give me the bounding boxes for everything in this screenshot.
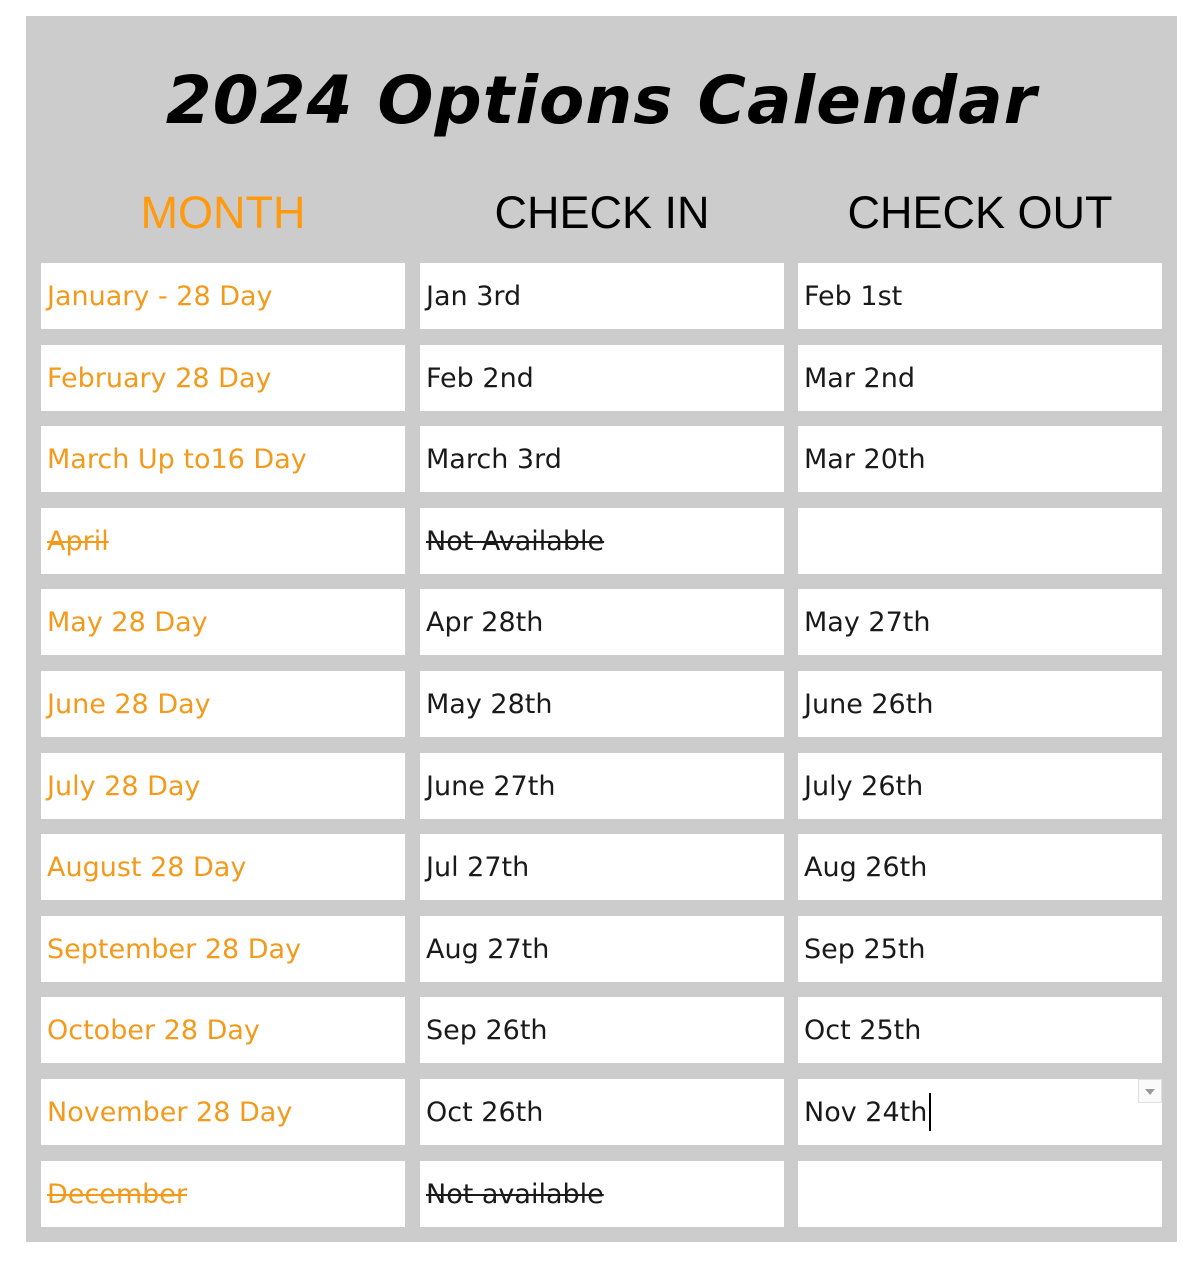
calendar-sheet: [26, 16, 1177, 1242]
month-cell[interactable]: [41, 263, 405, 329]
month-cell-text: March Up to16 Day: [47, 444, 307, 475]
table-row: [41, 426, 1162, 492]
check-out-cell[interactable]: [798, 345, 1162, 411]
month-cell-text: January - 28 Day: [47, 281, 273, 312]
check-in-cell[interactable]: [420, 508, 784, 574]
check-in-cell-text: Oct 26th: [426, 1097, 544, 1128]
text-cursor: [929, 1093, 931, 1131]
check-in-cell[interactable]: [420, 1079, 784, 1145]
check-out-cell[interactable]: [798, 671, 1162, 737]
table-row: [41, 1161, 1162, 1227]
table-row: [41, 1079, 1162, 1145]
table-row: [41, 834, 1162, 900]
month-cell[interactable]: [41, 1079, 405, 1145]
check-in-cell-text: Jan 3rd: [426, 281, 522, 312]
check-in-cell[interactable]: [420, 997, 784, 1063]
check-out-cell[interactable]: [798, 834, 1162, 900]
month-cell-text: April: [47, 526, 109, 557]
table-row: [41, 671, 1162, 737]
month-cell[interactable]: [41, 916, 405, 982]
check-in-cell[interactable]: [420, 345, 784, 411]
month-cell[interactable]: [41, 508, 405, 574]
check-in-cell-text: Not available: [426, 1179, 604, 1210]
check-out-cell[interactable]: [798, 997, 1162, 1063]
check-in-cell[interactable]: [420, 1161, 784, 1227]
check-out-cell-text: Aug 26th: [804, 852, 928, 883]
month-cell-text: May 28 Day: [47, 607, 208, 638]
check-out-cell-text: May 27th: [804, 607, 931, 638]
table-row: [41, 916, 1162, 982]
header-check-in: CHECK IN: [494, 187, 710, 238]
table-row: [41, 753, 1162, 819]
check-in-cell[interactable]: [420, 263, 784, 329]
month-cell[interactable]: [41, 834, 405, 900]
check-in-cell[interactable]: [420, 753, 784, 819]
month-cell[interactable]: [41, 997, 405, 1063]
page-title: 2024 Options Calendar: [165, 62, 1038, 139]
month-cell-text: August 28 Day: [47, 852, 247, 883]
month-cell-text: October 28 Day: [47, 1015, 260, 1046]
table-row: [41, 263, 1162, 329]
check-out-cell[interactable]: [798, 1161, 1162, 1227]
table-row: [41, 997, 1162, 1063]
check-in-cell[interactable]: [420, 426, 784, 492]
month-cell[interactable]: [41, 1161, 405, 1227]
check-out-cell-text: June 26th: [804, 689, 934, 720]
check-in-cell-text: Apr 28th: [426, 607, 544, 638]
check-in-cell[interactable]: [420, 589, 784, 655]
check-in-cell-text: Feb 2nd: [426, 363, 534, 394]
table-row: [41, 508, 1162, 574]
check-in-cell-text: Aug 27th: [426, 934, 550, 965]
month-cell[interactable]: [41, 345, 405, 411]
month-cell-text: July 28 Day: [47, 771, 201, 802]
table-row: [41, 589, 1162, 655]
check-in-cell-text: May 28th: [426, 689, 553, 720]
check-out-cell-text: Nov 24th: [804, 1097, 928, 1128]
check-out-cell[interactable]: [798, 589, 1162, 655]
check-in-cell[interactable]: [420, 834, 784, 900]
month-cell[interactable]: [41, 589, 405, 655]
month-cell-text: December: [47, 1179, 188, 1210]
dropdown-arrow-icon[interactable]: [1138, 1079, 1162, 1103]
check-out-cell[interactable]: [798, 753, 1162, 819]
check-out-cell[interactable]: [798, 263, 1162, 329]
check-out-cell[interactable]: [798, 508, 1162, 574]
header-check-out: CHECK OUT: [847, 187, 1113, 238]
month-cell[interactable]: [41, 753, 405, 819]
month-cell-text: February 28 Day: [47, 363, 272, 394]
month-cell[interactable]: [41, 426, 405, 492]
check-in-cell-text: Jul 27th: [426, 852, 530, 883]
table-row: [41, 345, 1162, 411]
check-in-cell-text: March 3rd: [426, 444, 562, 475]
header-month: MONTH: [140, 187, 306, 238]
check-in-cell-text: June 27th: [426, 771, 556, 802]
check-out-cell-text: Sep 25th: [804, 934, 926, 965]
check-out-cell-text: July 26th: [804, 771, 924, 802]
month-cell-text: June 28 Day: [47, 689, 211, 720]
check-in-cell[interactable]: [420, 671, 784, 737]
check-out-cell[interactable]: [798, 426, 1162, 492]
check-out-cell-text: Mar 2nd: [804, 363, 915, 394]
month-cell-text: November 28 Day: [47, 1097, 293, 1128]
check-in-cell-text: Not Available: [426, 526, 605, 557]
month-cell-text: September 28 Day: [47, 934, 302, 965]
month-cell[interactable]: [41, 671, 405, 737]
check-out-cell-text: Oct 25th: [804, 1015, 922, 1046]
check-out-cell-text: Mar 20th: [804, 444, 926, 475]
check-out-cell[interactable]: [798, 1079, 1162, 1145]
check-out-cell[interactable]: [798, 916, 1162, 982]
check-in-cell-text: Sep 26th: [426, 1015, 548, 1046]
check-in-cell[interactable]: [420, 916, 784, 982]
check-out-cell-text: Feb 1st: [804, 281, 903, 312]
